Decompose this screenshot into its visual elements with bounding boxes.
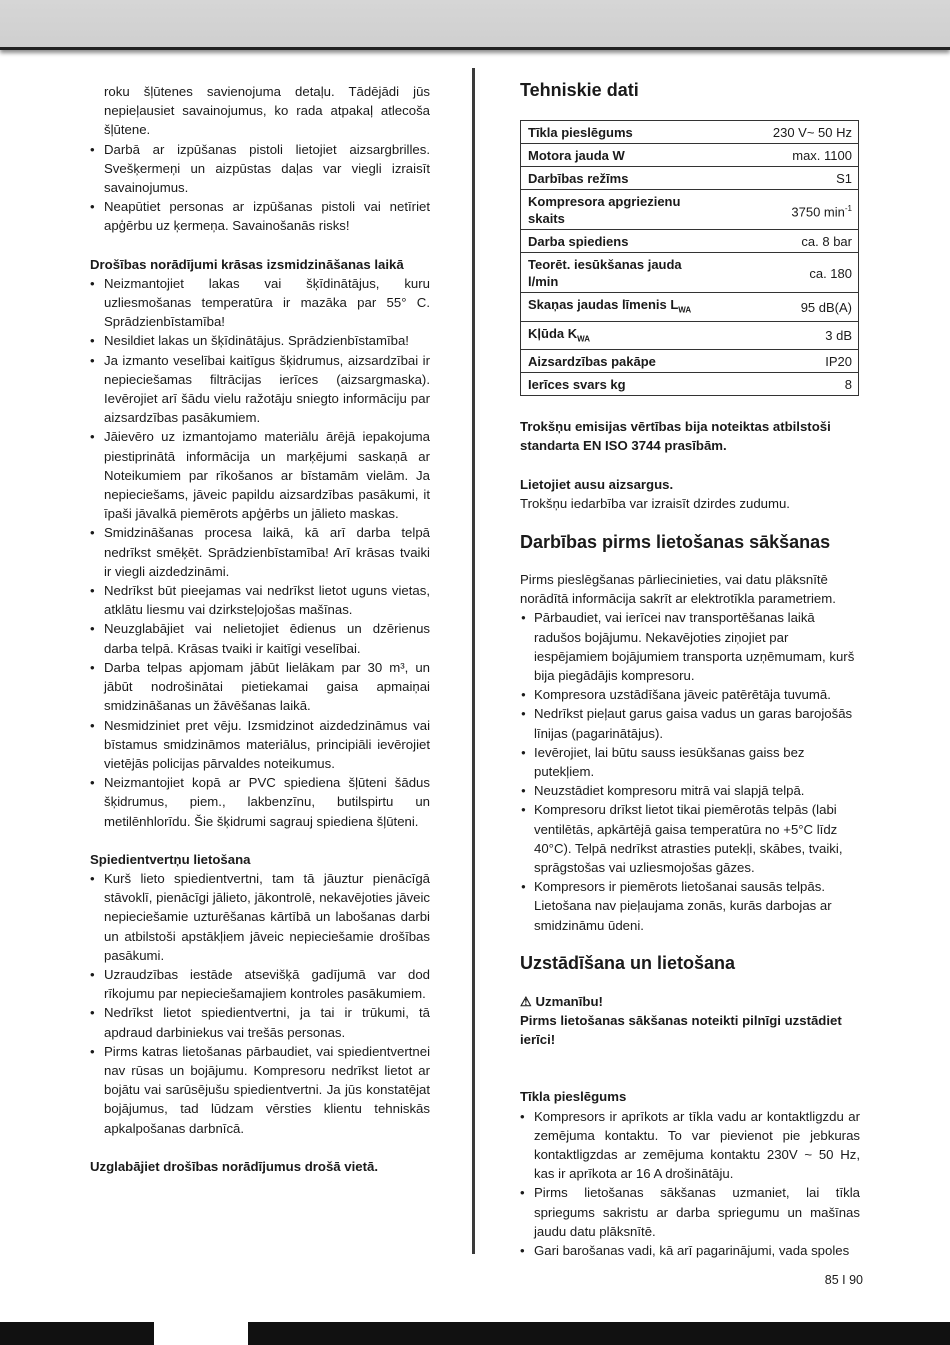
mains-connection-list <box>520 1107 860 1261</box>
spec-value: 230 V~ 50 Hz <box>721 121 859 144</box>
list-item: ● Neuzstādiet kompresoru mitrā vai slapjā telpā. <box>520 781 860 800</box>
pressure-vessel-list <box>90 869 430 1138</box>
spec-value-text: 3750 min <box>791 204 845 220</box>
tech-data-title: Tehniskie dati <box>520 80 639 100</box>
list-item: • Pirms lietošanas sākšanas uzmaniet, lai tīkla spriegums sakristu ar darba spriegumu un mašīnas jaudu datu plāksnītē. <box>520 1183 860 1241</box>
warning-heading: ⚠ Uzmanību! <box>520 993 603 1009</box>
spec-label: Ierīces svars kg <box>521 373 721 396</box>
paint-safety-list <box>90 274 430 831</box>
list-item: • Ja izmanto veselībai kaitīgus šķidrumus, aizsardzībai ir nepieciešamas filtrācijas ierīces (aizsargmaska). Ievērojiet arī šādu vielu ražotāju sniegto informāciju par aizsardzības pasākumiem. <box>90 351 430 428</box>
list-item: • Jāievēro uz izmantojamo materiālu ārējā iepakojuma piestiprinātā informācija un marķējumi saskaņā ar Noteikumiem par rīkošanos ar bīstamām vielām. Ja nepieciešams, jāveic papildu aizsardzības pasākumi, it īpaši jāvalkā piemērots apģērbs un jālieto maskas. <box>90 427 430 523</box>
subscript: WA <box>678 305 692 315</box>
installation-title: Uzstādīšana un lietošana <box>520 952 736 973</box>
table-row <box>521 230 859 253</box>
storage-note: Uzglabājiet drošības norādījumus drošā vietā. <box>90 1158 379 1174</box>
footer-band-left <box>0 1322 154 1345</box>
table-row <box>521 293 859 322</box>
list-item: • Neizmantojiet kopā ar PVC spiediena šļūteni šādus šķidrumus, piem., lakbenzīnu, butilspirtu un metilēnhlorīdu. Šie šķidrumi sagrauj spiediena šļūteni. <box>90 773 430 831</box>
list-item: • Kurš lieto spiedientvertni, tam tā jāuztur pienācīgā stāvoklī, pienācīgi jālieto, jākontrolē, nekavējoties jāveic nepieciešamie uzturēšanas kārtībā un labošanas darbi un atbilstoši apstākļiem jāveic nepieciešamie drošības pasākumi. <box>90 869 430 965</box>
spec-label: Tīkla pieslēgums <box>521 121 721 144</box>
spec-value: S1 <box>721 167 859 190</box>
paint-safety-heading: Drošības norādījumi krāsas izsmidzināšanas laikā <box>90 256 404 272</box>
footer-band-right <box>248 1322 950 1345</box>
spec-value <box>721 190 859 230</box>
list-item: • Darbā ar izpūšanas pistoli lietojiet aizsargbrilles. Svešķermeņi un aizpūstas daļas var viegli izraisīt savainojumus. <box>90 140 430 198</box>
table-row <box>521 321 859 350</box>
spec-value: 3 dB <box>721 321 859 350</box>
table-row <box>521 253 859 293</box>
list-item: • Neuzglabājiet vai nelietojiet ēdienus un dzērienus darba telpā. Krāsas tvaiki ir kaitīgi veselībai. <box>90 619 430 657</box>
spec-label-text: Kļūda K <box>528 325 578 341</box>
list-item: ● Nedrīkst pieļaut garus gaisa vadus un garas barojošās līnijas (pagarinātājus). <box>520 704 860 742</box>
spec-value: 95 dB(A) <box>721 293 859 322</box>
list-item: • Uzraudzības iestāde atsevišķā gadījumā var dod rīkojumu par nepieciešamajiem kontroles pasākumiem. <box>90 965 430 1003</box>
table-row <box>521 190 859 230</box>
list-item: ● Pārbaudiet, vai ierīcei nav transportēšanas laikā radušos bojājumu. Nekavējoties ziņojiet par iespējamiem bojājumiem transporta uzņēmumam, kurš bija piegādājis kompresoru. <box>520 608 860 685</box>
warning-text: Pirms lietošanas sākšanas noteikti pilnīgi uzstādiet ierīci! <box>520 1013 842 1048</box>
list-item: • Darba telpas apjomam jābūt lielākam par 30 m³, un jābūt nodrošinātai pietiekamai gaisa apmaiņai smidzināšanas un žāvēšanas laikā. <box>90 658 430 716</box>
list-item: ● Kompresoru drīkst lietot tikai piemērotās telpās (labi ventilētās, apkārtējā gaisa temperatūra no +5°C līdz 40°C). Telpā nedrīkst atrasties putekļi, skābes, tvaiki, sprāgstošas vai uzliesmojošas gāzes. <box>520 800 860 877</box>
spec-label: Teorēt. iesūkšanas jauda l/min <box>521 253 721 293</box>
before-use-title: Darbības pirms lietošanas sākšanas <box>520 532 831 552</box>
list-item: • Nesmidziniet pret vēju. Izsmidzinot aizdedzināmus vai bīstamus smidzināmos materiālus, principiāli ievērojiet vietējās policijas pārvaldes noteikumus. <box>90 716 430 774</box>
superscript: -1 <box>844 203 852 213</box>
before-use-intro: Pirms pieslēgšanas pārliecinieties, vai datu plāksnītē norādītā informācija sakrīt ar elektrotīkla parametriem. <box>520 572 836 607</box>
spec-label: Darbības režīms <box>521 167 721 190</box>
table-row <box>521 144 859 167</box>
pressure-vessel-heading: Spiedientvertņu lietošana <box>90 851 251 867</box>
ear-protection-text: Trokšņu iedarbība var izraisīt dzirdes zudumu. <box>520 495 790 511</box>
list-item: ● Kompresors ir piemērots lietošanai sausās telpās. Lietošana nav pieļaujama zonās, kurās darbojas ar smidzināmu ūdeni. <box>520 877 860 935</box>
spec-value: 8 <box>721 373 859 396</box>
list-item: • Neapūtiet personas ar izpūšanas pistoli vai netīriet apģērbu uz ķermeņa. Savainošanās risks! <box>90 197 430 235</box>
table-row <box>521 373 859 396</box>
spec-value: max. 1100 <box>721 144 859 167</box>
list-item: • Gari barošanas vadi, kā arī pagarinājumi, vada spoles <box>520 1241 860 1260</box>
page-number: 85 I 90 <box>824 1273 863 1287</box>
list-item: • Nedrīkst lietot spiedientvertni, ja tai ir trūkumi, tā apdraud darbiniekus vai trešās personas. <box>90 1003 430 1041</box>
header-band <box>0 0 950 50</box>
list-item: • Smidzināšanas procesa laikā, kā arī darba telpā nedrīkst smēķēt. Sprādzienbīstamība! Arī krāsas tvaiki ir viegli aizdedzināmi. <box>90 523 430 581</box>
table-row <box>521 167 859 190</box>
list-item: ● Ievērojiet, lai būtu sauss iesūkšanas gaiss bez putekļiem. <box>520 743 860 781</box>
list-item: • Pirms katras lietošanas pārbaudiet, vai spiedientvertnei nav rūsas un bojājumu. Kompresoru nedrīkst lietot ar bojātu vai sarūsējušu spiedientvertni. Ja jūs konstatējat bojājumus, tad lūdzam vērsties klientu tehniskās apkalpošanas darbnīcā. <box>90 1042 430 1138</box>
spec-value: IP20 <box>721 350 859 373</box>
spec-label <box>521 293 721 322</box>
ear-protection-heading: Lietojiet ausu aizsargus. <box>520 476 674 492</box>
spec-label: Kompresora apgriezienu skaits <box>521 190 721 230</box>
spec-value: ca. 180 <box>721 253 859 293</box>
intro-bullet-list <box>90 140 430 236</box>
spec-label: Darba spiediens <box>521 230 721 253</box>
spec-label-text: Skaņas jaudas līmenis L <box>528 297 679 312</box>
before-use-list <box>520 608 860 934</box>
table-row <box>521 121 859 144</box>
mains-connection-heading: Tīkla pieslēgums <box>520 1089 627 1105</box>
spec-label <box>521 321 721 350</box>
intro-text: roku šļūtenes savienojuma detaļu. Tādējādi jūs nepieļausiet savainojumus, ko rada atpakaļ atlecoša šļūtene. <box>104 84 430 138</box>
right-column <box>520 78 860 1260</box>
spec-label: Aizsardzības pakāpe <box>521 350 721 373</box>
list-item: • Nesildiet lakas un šķīdinātājus. Sprādzienbīstamība! <box>90 331 430 350</box>
column-divider <box>472 68 475 1254</box>
left-column <box>90 82 430 1176</box>
spec-label: Motora jauda W <box>521 144 721 167</box>
subscript: WA <box>577 334 591 344</box>
table-row <box>521 350 859 373</box>
list-item: • Kompresors ir aprīkots ar tīkla vadu ar kontaktligzdu ar zemējuma kontaktu. To var pievienot pie jebkuras kontaktligzdas ar zemējuma kontaktu 230V ~ 50 Hz, kas ir aprīkota ar 16 A drošinātāju. <box>520 1107 860 1184</box>
spec-value: ca. 8 bar <box>721 230 859 253</box>
list-item: • Nedrīkst būt pieejamas vai nedrīkst lietot uguns vietas, atklātu liesmu vai dzirksteļojošas mašīnas. <box>90 581 430 619</box>
list-item: ● Kompresora uzstādīšana jāveic patērētāja tuvumā. <box>520 685 860 704</box>
list-item: • Neizmantojiet lakas vai šķīdinātājus, kuru uzliesmošanas temperatūra ir mazāka par 55° C. Sprādzienbīstamība! <box>90 274 430 332</box>
spec-table <box>520 120 859 396</box>
noise-emission-note: Trokšņu emisijas vērtības bija noteiktas atbilstoši standarta EN ISO 3744 prasībām. <box>520 419 831 454</box>
